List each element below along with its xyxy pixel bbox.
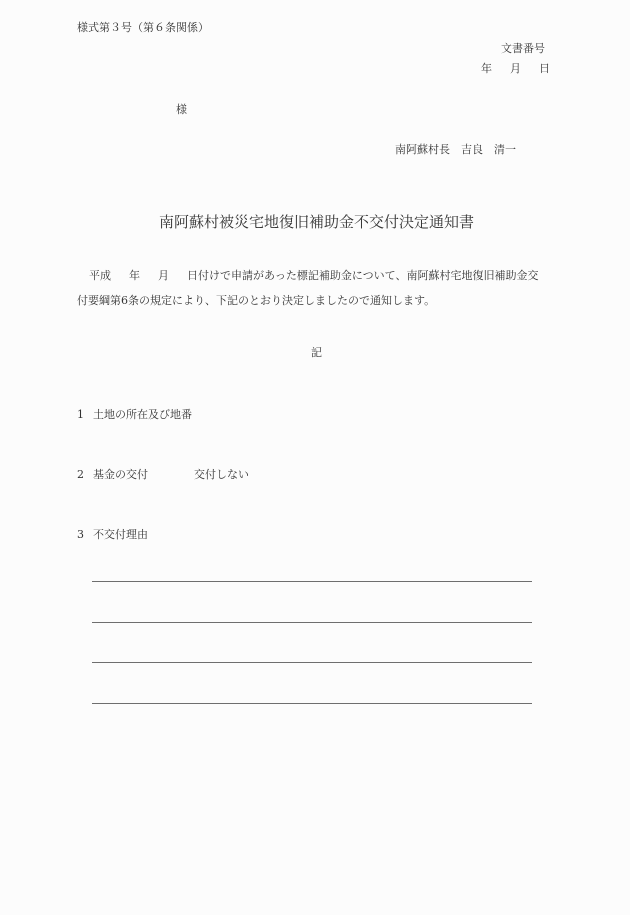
body-month-label: 月 <box>158 269 169 282</box>
body-line-1-rest: 日付けで申請があった標記補助金について、南阿蘇村宅地復旧補助金交 <box>187 269 539 282</box>
month-label: 月 <box>510 62 521 75</box>
date-line <box>481 62 550 76</box>
reason-write-line <box>92 662 532 663</box>
document-number-label: 文書番号 <box>501 42 545 55</box>
year-label: 年 <box>481 62 492 75</box>
day-label: 日 <box>539 62 550 75</box>
item-label: 土地の所在及び地番 <box>93 408 192 421</box>
era-label: 平成 <box>89 269 111 282</box>
issuer-name: 南阿蘇村長 吉良 清一 <box>395 143 516 156</box>
item-land-location <box>77 408 192 422</box>
reason-write-line <box>92 581 532 582</box>
body-line-1 <box>77 263 557 288</box>
document-title: 南阿蘇村被災宅地復旧補助金不交付決定通知書 <box>158 213 474 231</box>
item-number: 2 <box>77 468 84 481</box>
notification-body <box>77 263 557 313</box>
form-label: 様式第３号（第６条関係） <box>77 21 209 34</box>
item-non-grant-reason <box>77 528 148 542</box>
item-number: 1 <box>77 408 84 421</box>
item-number: 3 <box>77 528 84 541</box>
recipient-suffix: 様 <box>176 103 187 116</box>
item-label: 基金の交付 <box>93 468 148 481</box>
reason-write-line <box>92 622 532 623</box>
reason-write-line <box>92 703 532 704</box>
item-label: 不交付理由 <box>93 528 148 541</box>
item-fund-grant <box>77 468 249 482</box>
item-value: 交付しない <box>194 468 249 481</box>
body-year-label: 年 <box>129 269 140 282</box>
ki-heading: 記 <box>311 346 322 359</box>
body-line-2: 付要綱第6条の規定により、下記のとおり決定しましたので通知します。 <box>77 294 436 307</box>
